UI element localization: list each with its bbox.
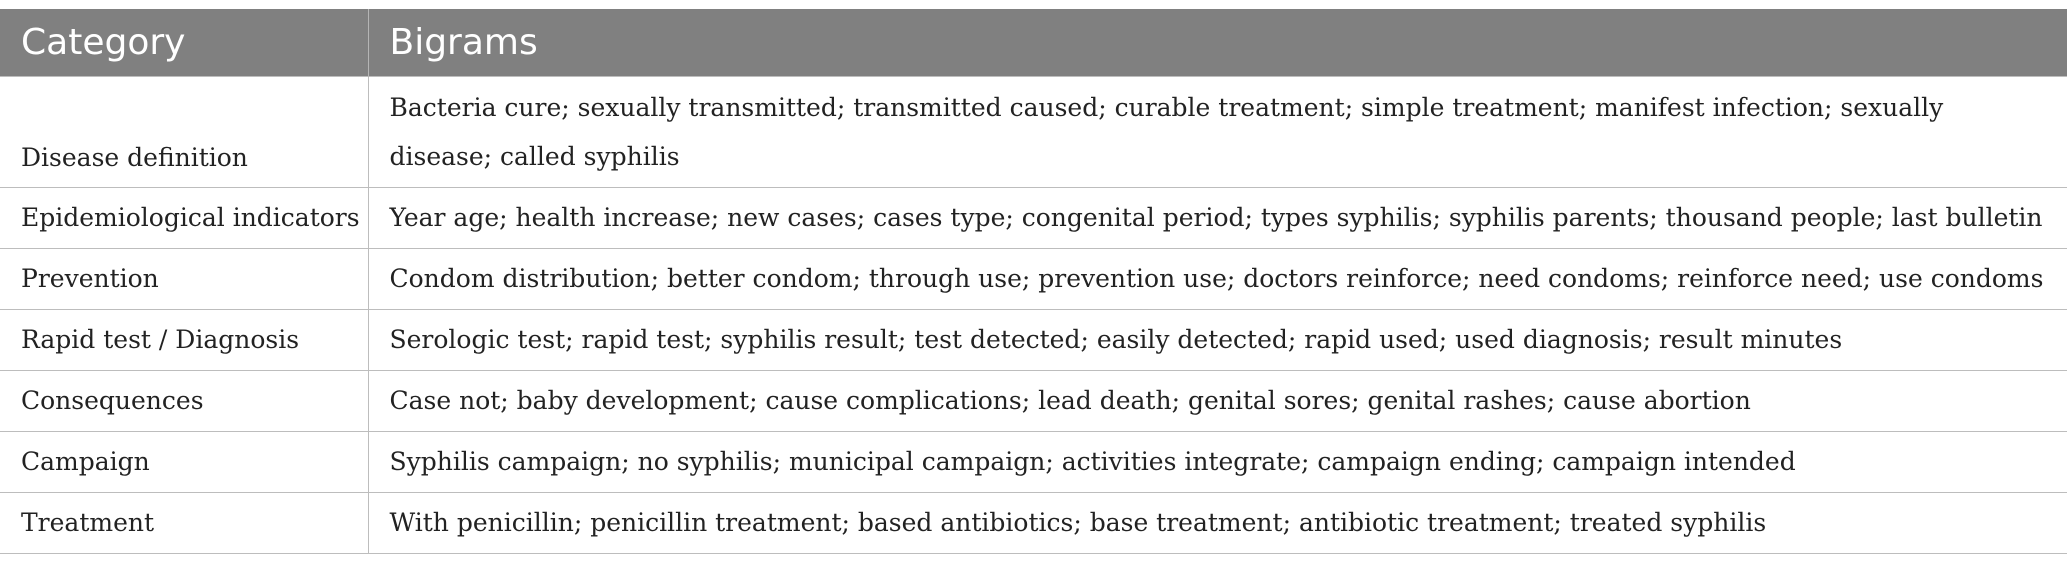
table-row bbox=[0, 248, 2067, 309]
bigrams-cell: Case not; baby development; cause complications; lead death; genital sores; genital rashes; cause abortion bbox=[368, 370, 2067, 431]
table-row bbox=[0, 309, 2067, 370]
category-cell: Rapid test / Diagnosis bbox=[0, 309, 368, 370]
bigrams-cell: Bacteria cure; sexually transmitted; transmitted caused; curable treatment; simple treatment; manifest infection; sexually disease; called syphilis bbox=[368, 76, 2067, 187]
category-cell: Disease definition bbox=[0, 76, 368, 187]
table-header bbox=[0, 9, 2067, 76]
category-cell: Treatment bbox=[0, 492, 368, 553]
table-row bbox=[0, 492, 2067, 553]
table-row bbox=[0, 76, 2067, 187]
category-cell: Consequences bbox=[0, 370, 368, 431]
header-category: Category bbox=[0, 9, 368, 76]
table-body bbox=[0, 76, 2067, 553]
category-cell: Epidemiological indicators bbox=[0, 187, 368, 248]
table-row bbox=[0, 431, 2067, 492]
category-cell: Prevention bbox=[0, 248, 368, 309]
header-bigrams: Bigrams bbox=[368, 9, 2067, 76]
bigrams-table bbox=[0, 9, 2067, 554]
bigrams-cell: Syphilis campaign; no syphilis; municipal campaign; activities integrate; campaign ending; campaign intended bbox=[368, 431, 2067, 492]
bigrams-cell: With penicillin; penicillin treatment; based antibiotics; base treatment; antibiotic treatment; treated syphilis bbox=[368, 492, 2067, 553]
category-cell: Campaign bbox=[0, 431, 368, 492]
table-row bbox=[0, 370, 2067, 431]
header-row bbox=[0, 9, 2067, 76]
bigrams-cell: Year age; health increase; new cases; cases type; congenital period; types syphilis; syphilis parents; thousand people; last bulletin bbox=[368, 187, 2067, 248]
bigrams-cell: Condom distribution; better condom; through use; prevention use; doctors reinforce; need condoms; reinforce need; use condoms bbox=[368, 248, 2067, 309]
bigrams-table-container bbox=[0, 9, 2067, 554]
table-row bbox=[0, 187, 2067, 248]
bigrams-cell: Serologic test; rapid test; syphilis result; test detected; easily detected; rapid used; used diagnosis; result minutes bbox=[368, 309, 2067, 370]
